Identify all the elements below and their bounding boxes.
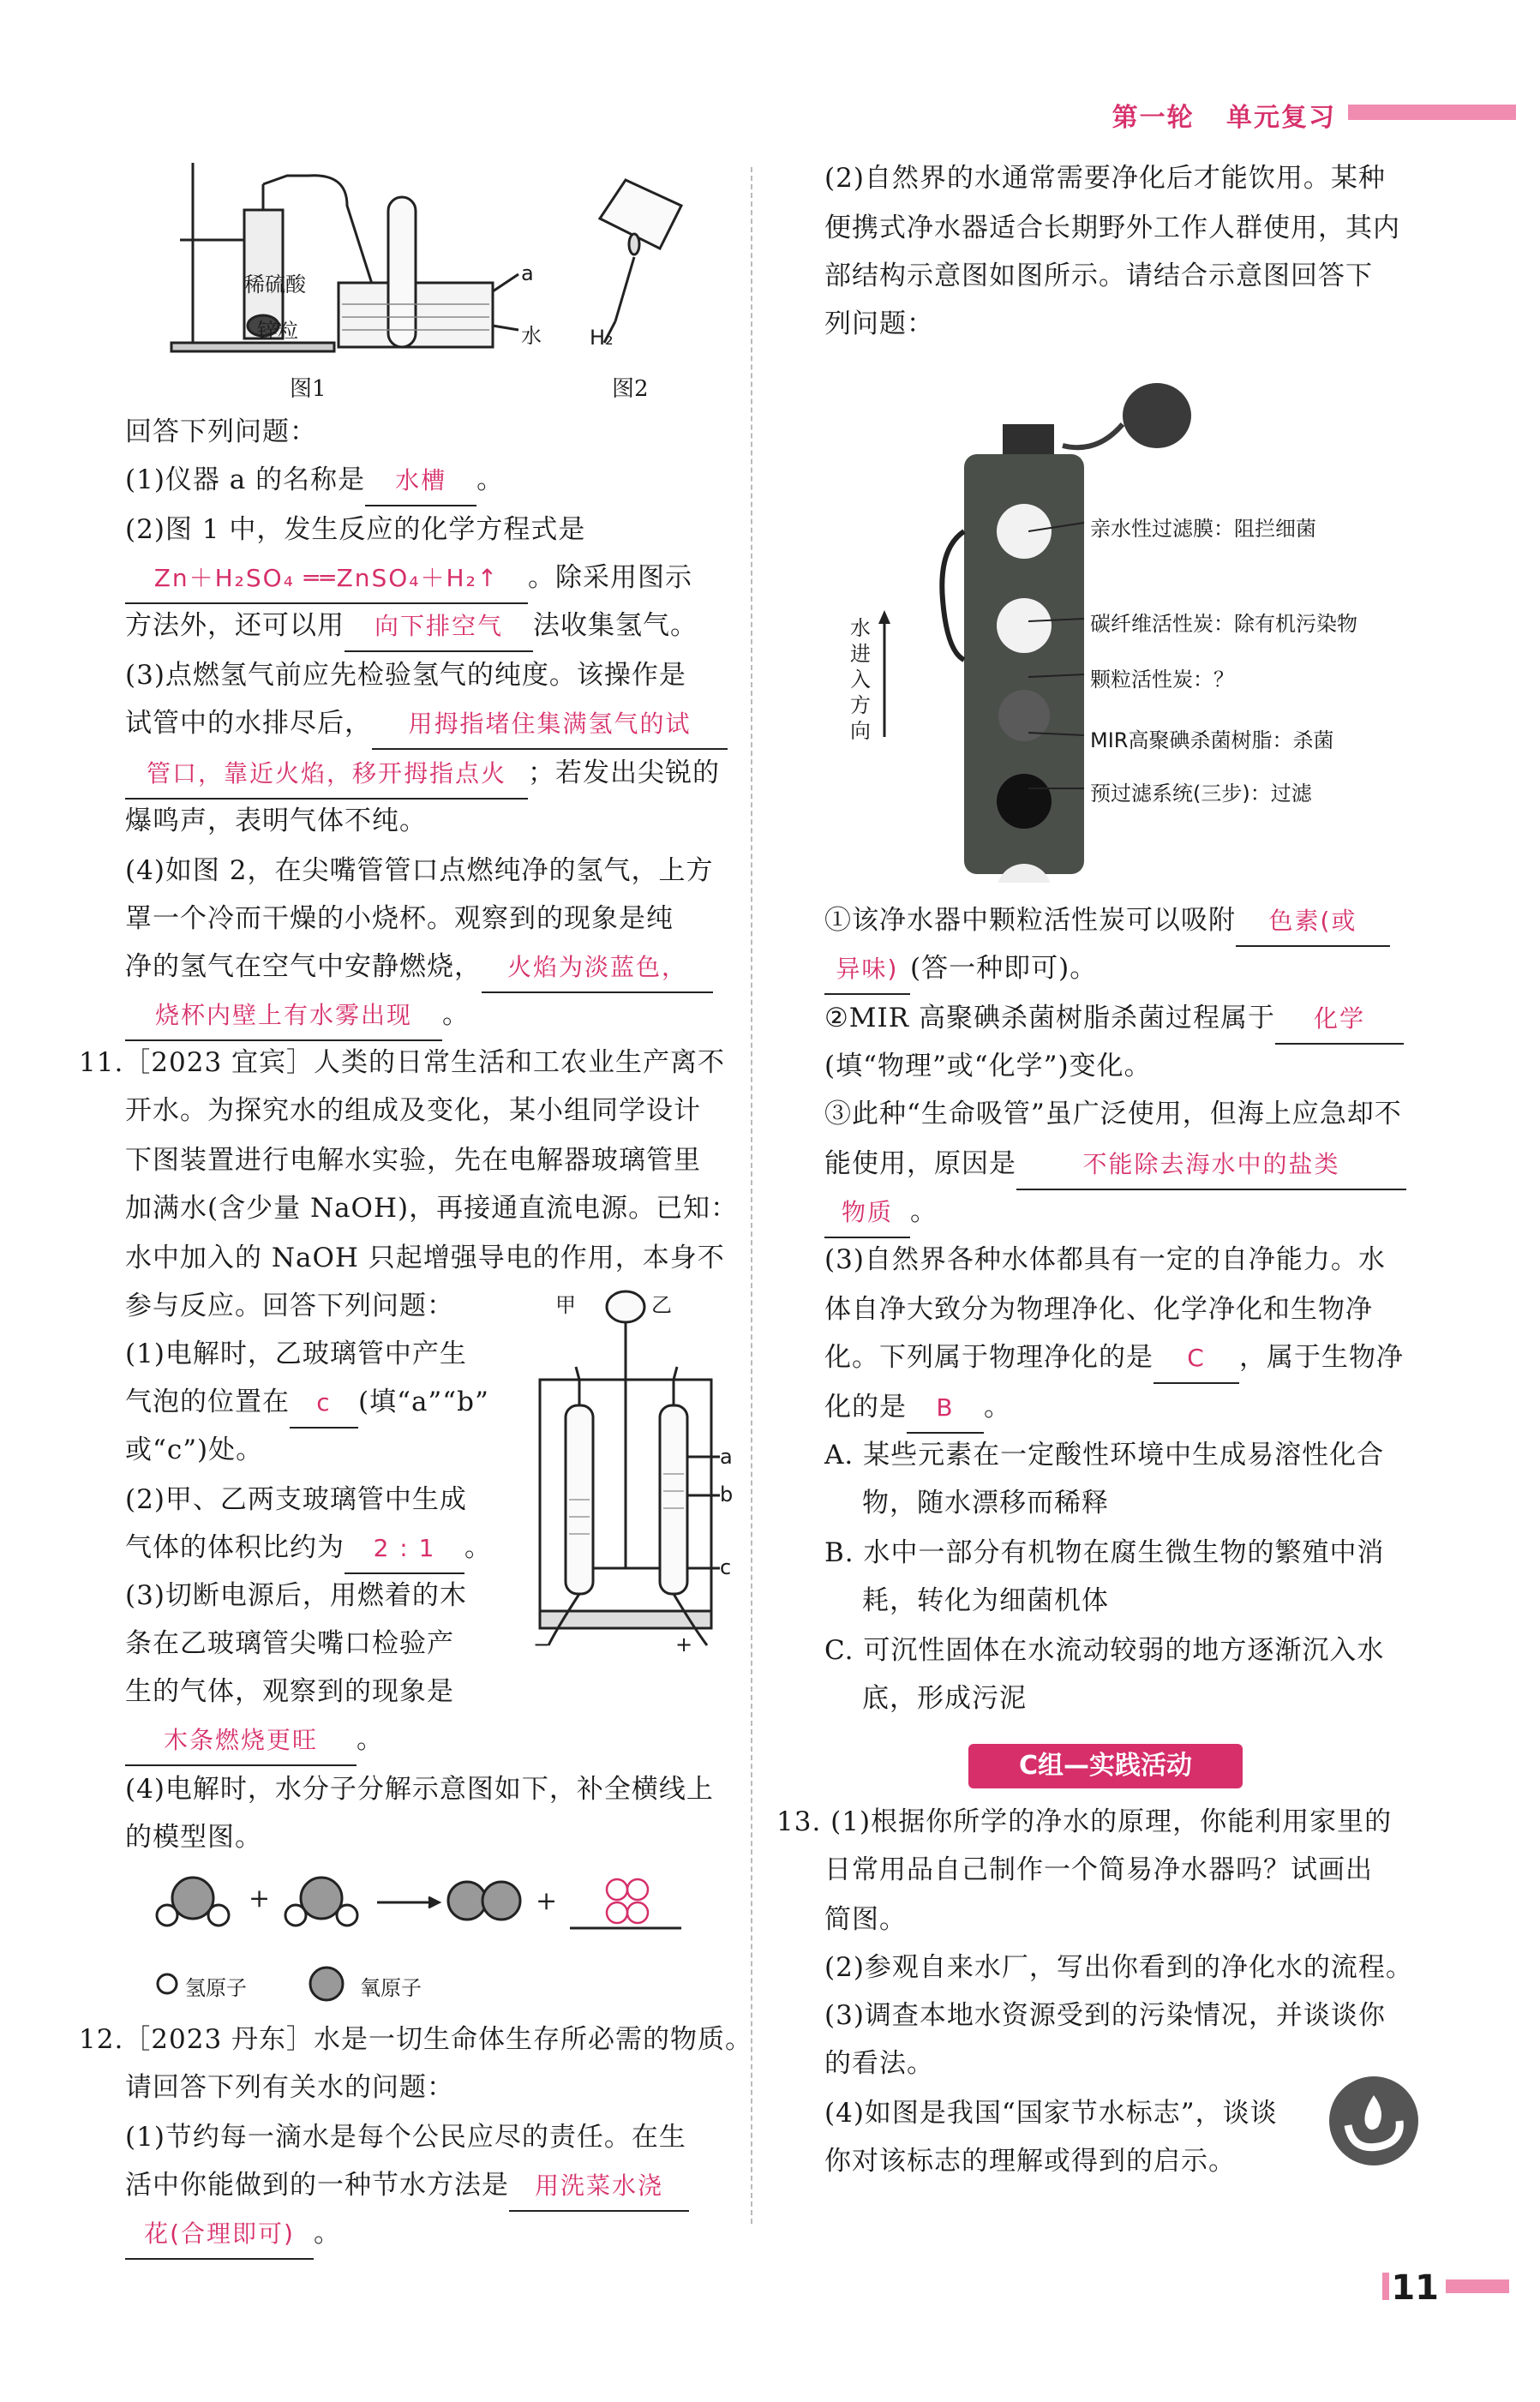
water-saving-logo-icon xyxy=(1327,2074,1421,2168)
q11-line2: 开水。为探究水的组成及变化，某小组同学设计 xyxy=(125,1095,701,1126)
q12-option-a-line2: 物，随水漂移而稀释 xyxy=(862,1488,1109,1518)
q12-sub3-line3 xyxy=(824,1188,938,1238)
fig1-acid-label: 稀硫酸 xyxy=(244,273,306,297)
q11-p3-answer: 木条燃烧更旺 xyxy=(125,1716,357,1766)
q10-p3-answer1: 用拇指堵住集满氢气的试 xyxy=(372,700,728,750)
q10-p4-answer2: 烧杯内壁上有水雾出现 xyxy=(125,991,442,1041)
app-jia-label: 甲 xyxy=(555,1293,576,1317)
app-c-label: c xyxy=(720,1555,732,1579)
q12-p3-answer2: B xyxy=(907,1384,984,1434)
q12-part3-line2: 体自净大致分为物理净化、化学净化和生物净 xyxy=(824,1294,1373,1325)
q13-line8: 你对该标志的理解或得到的启示。 xyxy=(824,2146,1236,2177)
fig2-caption: 图2 xyxy=(612,376,649,402)
q11-p1-text: 气泡的位置在 xyxy=(125,1387,290,1417)
q11-part1-line3: 或“c”)处。 xyxy=(125,1435,264,1465)
q11-part2-line1: (2)甲、乙两支玻璃管中生成 xyxy=(125,1484,467,1515)
filter-label-granular-carbon: 颗粒活性炭：？ xyxy=(1090,668,1234,692)
q10-p4-end: 。 xyxy=(442,999,470,1030)
q13-line7: (4)如图是我国“国家节水标志”，谈谈 xyxy=(824,2098,1278,2129)
q11-part3-line1: (3)切断电源后，用燃着的木 xyxy=(125,1580,467,1611)
flow-arrow-icon xyxy=(876,608,893,737)
q12-sub1-line2 xyxy=(824,944,1097,995)
q12-part2-line2: 便携式净水器适合长期野外工作人群使用，其内 xyxy=(824,213,1400,243)
q11-line5: 水中加入的 NaOH 只起增强导电的作用，本身不 xyxy=(125,1243,725,1273)
q12-sub3-line1: ③此种“生命吸管”虽广泛使用，但海上应急却不 xyxy=(824,1099,1402,1129)
q13-line4: (2)参观自来水厂，写出你看到的净化水的流程。 xyxy=(824,1952,1413,1983)
q11-line3: 下图装置进行电解水实验，先在电解器玻璃管里 xyxy=(125,1145,701,1176)
svg-text:+: + xyxy=(249,1884,271,1914)
q10-p1-text: (1)仪器 a 的名称是 xyxy=(125,464,366,495)
q11-p2-text: 气体的体积比约为 xyxy=(125,1532,345,1563)
water-decomposition-diagram xyxy=(150,1851,698,1945)
q10-p1-answer: 水槽 xyxy=(365,457,476,506)
q12-part1-line3 xyxy=(125,2209,341,2260)
q13-line3: 简图。 xyxy=(824,1904,907,1935)
q10-p3-text2: ；若发出尖锐的 xyxy=(528,758,720,788)
fig2-h2-label: H₂ xyxy=(590,326,614,350)
q12-part2-line1: (2)自然界的水通常需要净化后才能饮用。某种 xyxy=(824,163,1386,194)
q12-line2: 请回答下列有关水的问题： xyxy=(125,2072,454,2103)
q12-option-b-line1: B. 水中一部分有机物在腐生微生物的繁殖中消 xyxy=(824,1537,1385,1568)
q12-part3-line4 xyxy=(824,1383,1011,1434)
q10-part3-line3 xyxy=(125,749,720,800)
q11-p2-end: 。 xyxy=(464,1532,492,1563)
flow-direction-label: 水进入方向 xyxy=(850,616,871,743)
electrolysis-apparatus xyxy=(523,1285,728,1662)
app-plus-label: + xyxy=(675,1632,693,1656)
q10-part4-line1: (4)如图 2，在尖嘴管管口点燃纯净的氢气，上方 xyxy=(125,855,714,886)
svg-text:+: + xyxy=(536,1886,558,1916)
filter-label-membrane: 亲水性过滤膜：阻拦细菌 xyxy=(1090,517,1316,541)
app-a-label: a xyxy=(720,1445,733,1469)
group-c-banner: C组—实践活动 xyxy=(968,1744,1243,1788)
q12-s1-answer2: 异味) xyxy=(824,945,910,995)
fig1-a-label: a xyxy=(521,261,534,285)
app-minus-label: − xyxy=(533,1632,551,1656)
q11-part4-line2: 的模型图。 xyxy=(125,1822,262,1853)
q12-part2-line4: 列问题： xyxy=(824,308,934,339)
q10-intro: 回答下列问题： xyxy=(125,416,317,447)
q10-p2-end: 法收集氢气。 xyxy=(533,610,698,641)
q12-s1-end: (答一种即可)。 xyxy=(910,953,1098,984)
q11-p1-answer: c xyxy=(290,1379,358,1429)
page-number: 11 xyxy=(1391,2268,1439,2308)
q10-p1-end: 。 xyxy=(476,464,505,495)
q12-sub1-line1 xyxy=(824,896,1390,947)
header-round: 第一轮 xyxy=(1112,103,1195,133)
hydrogen-atom-legend-icon xyxy=(154,1971,180,1997)
q11-p2-answer: 2 : 1 xyxy=(345,1524,464,1574)
q10-part4-line3 xyxy=(125,943,713,993)
q12-p1-answer1: 用洗菜水浇 xyxy=(509,2162,689,2212)
q10-part3-line4: 爆鸣声，表明气体不纯。 xyxy=(125,806,427,836)
q10-part1 xyxy=(125,456,504,506)
q10-part2-line1: (2)图 1 中，发生反应的化学方程式是 xyxy=(125,514,586,545)
q12-option-c-line2: 底，形成污泥 xyxy=(862,1683,1027,1714)
q12-sub2-line2: (填“物理”或“化学”)变化。 xyxy=(824,1051,1152,1081)
legend-oxygen-label: 氧原子 xyxy=(360,1976,422,2000)
q12-s3-text: 能使用，原因是 xyxy=(824,1148,1016,1179)
q12-p3-end: 。 xyxy=(984,1392,1011,1423)
q11-part3-line2: 条在乙玻璃管尖嘴口检验产 xyxy=(125,1628,454,1659)
q12-p3-text2: ，属于生物净 xyxy=(1239,1342,1404,1373)
app-b-label: b xyxy=(720,1483,734,1506)
app-yi-label: 乙 xyxy=(651,1293,672,1317)
header-bar xyxy=(1348,105,1516,120)
q12-p1-answer2: 花(合理即可) xyxy=(125,2210,314,2260)
q11-p3-end: 。 xyxy=(357,1724,384,1755)
q11-p1-text2: (填“a”“b” xyxy=(358,1387,489,1417)
q10-p2-answer: Zn＋H₂SO₄ ══ZnSO₄＋H₂↑ xyxy=(125,554,528,604)
q12-sub2-line1 xyxy=(824,994,1404,1045)
q11-line1: 11.［2023 宜宾］人类的日常生活和工农业生产离不 xyxy=(79,1047,726,1078)
q12-part1-line2 xyxy=(125,2161,689,2212)
legend-hydrogen-label: 氢原子 xyxy=(185,1976,247,2000)
q13-line2: 日常用品自己制作一个简易净水器吗？试画出 xyxy=(824,1854,1373,1885)
q10-part3-line1: (3)点燃氢气前应先检验氢气的纯度。该操作是 xyxy=(125,660,686,691)
q10-p3-text: 试管中的水排尽后， xyxy=(125,708,372,739)
q12-sub3-line2 xyxy=(824,1140,1406,1190)
q12-part2-line3: 部结构示意图如图所示。请结合示意图回答下 xyxy=(824,261,1373,291)
q12-part1-line1: (1)节约每一滴水是每个公民应尽的责任。在生 xyxy=(125,2122,686,2153)
q11-part3-line3: 生的气体，观察到的现象是 xyxy=(125,1676,454,1707)
q12-s3-answer1: 不能除去海水中的盐类 xyxy=(1016,1141,1406,1190)
q11-part1-line2 xyxy=(125,1378,489,1429)
filter-label-carbon-fiber: 碳纤维活性炭：除有机污染物 xyxy=(1090,612,1357,636)
q12-s2-answer: 化学 xyxy=(1275,995,1404,1045)
q11-part2-line2 xyxy=(125,1524,492,1574)
q12-s3-end: 。 xyxy=(910,1196,938,1227)
filter-label-resin: MIR高聚碘杀菌树脂：杀菌 xyxy=(1090,728,1334,752)
q12-p3-answer1: C xyxy=(1154,1334,1239,1384)
q10-part4-line2: 罩一个冷而干燥的小烧杯。观察到的现象是纯 xyxy=(125,903,674,934)
q12-s1-text: ①该净水器中颗粒活性炭可以吸附 xyxy=(824,905,1236,936)
page-footer-bar xyxy=(1446,2279,1509,2293)
q10-p2-text: 。除采用图示 xyxy=(528,562,692,593)
q12-option-c-line1: C. 可沉性固体在水流动较弱的地方逐渐沉入水 xyxy=(824,1635,1385,1666)
q12-s2-text: ②MIR 高聚碘杀菌树脂杀菌过程属于 xyxy=(824,1003,1275,1033)
filter-label-leaders xyxy=(1028,514,1088,797)
q12-p1-end: 。 xyxy=(314,2218,341,2249)
header-unit: 单元复习 xyxy=(1226,103,1336,133)
figure-2-hydrogen-burning xyxy=(591,171,703,351)
q11-line4: 加满水(含少量 NaOH)，再接通直流电源。已知： xyxy=(125,1193,739,1224)
q12-option-b-line2: 耗，转化为细菌机体 xyxy=(862,1585,1109,1616)
q11-part3-line4 xyxy=(125,1716,384,1766)
page-number-marker xyxy=(1382,2273,1389,2300)
q10-part3-line2 xyxy=(125,699,728,750)
figure-1-apparatus xyxy=(159,163,536,360)
q11-line6: 参与反应。回答下列问题： xyxy=(125,1291,454,1321)
q12-p3-text: 化。下列属于物理净化的是 xyxy=(824,1342,1154,1373)
q10-part2-line3 xyxy=(125,602,698,652)
q13-line6: 的看法。 xyxy=(824,2048,934,2079)
header-section xyxy=(1112,96,1336,134)
filter-label-prefilter: 预过滤系统(三步)：过滤 xyxy=(1090,782,1312,806)
fig1-water-label: 水 xyxy=(521,324,542,348)
q10-part4-line4 xyxy=(125,991,470,1041)
q12-p1-text: 活中你能做到的一种节水方法是 xyxy=(125,2170,509,2201)
q12-line1: 12.［2023 丹东］水是一切生命体生存所必需的物质。 xyxy=(79,2024,753,2055)
q12-option-a-line1: A. 某些元素在一定酸性环境中生成易溶性化合 xyxy=(824,1440,1385,1471)
fig1-zinc-label: 锌粒 xyxy=(257,319,298,343)
q10-p2-text2: 方法外，还可以用 xyxy=(125,610,345,641)
q10-p4-answer1: 火焰为淡蓝色， xyxy=(482,943,713,993)
column-divider xyxy=(751,167,752,2224)
q11-part4-line1: (4)电解时，水分子分解示意图如下，补全横线上 xyxy=(125,1774,714,1805)
q12-s1-answer1: 色素(或 xyxy=(1236,897,1390,947)
q11-part1-line1: (1)电解时，乙玻璃管中产生 xyxy=(125,1339,467,1369)
q12-part3-line1: (3)自然界各种水体都具有一定的自净能力。水 xyxy=(824,1244,1386,1275)
q10-p4-text: 净的氢气在空气中安静燃烧， xyxy=(125,951,482,982)
oxygen-atom-legend-icon xyxy=(307,1964,346,2004)
q10-p2-answer2: 向下排空气 xyxy=(345,602,533,652)
q10-part2-line2 xyxy=(125,554,692,604)
q12-part3-line3 xyxy=(824,1333,1404,1384)
q13-line5: (3)调查本地水资源受到的污染情况，并谈谈你 xyxy=(824,2000,1386,2031)
q13-line1: 13. (1)根据你所学的净水的原理，你能利用家里的 xyxy=(776,1806,1393,1837)
q10-p3-answer2: 管口，靠近火焰，移开拇指点火 xyxy=(125,750,528,800)
q12-s3-answer2: 物质 xyxy=(824,1189,910,1238)
fig1-caption: 图1 xyxy=(290,376,327,402)
q12-p3-text3: 化的是 xyxy=(824,1392,907,1423)
